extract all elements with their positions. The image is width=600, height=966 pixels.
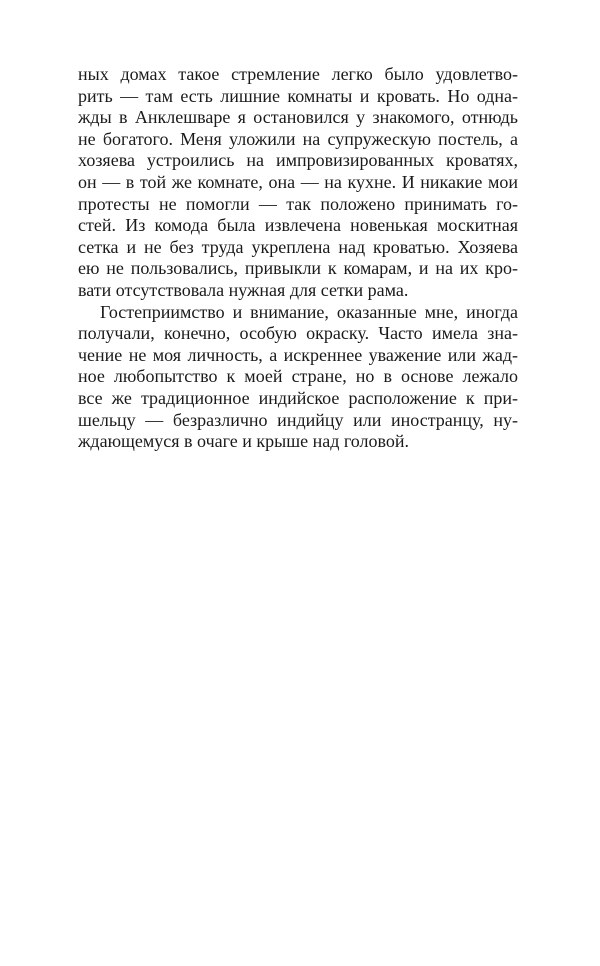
text-line: чение не моя личность, а искреннее уважение или жад- xyxy=(78,344,518,365)
text-line: вати отсутствовала нужная для сетки рама. xyxy=(78,279,409,300)
text-line: ных домах такое стремление легко было удовлетво- xyxy=(78,64,518,84)
paragraph-2 xyxy=(78,302,518,453)
text-line: стей. Из комода была извлечена новенькая москитная xyxy=(78,215,518,236)
text-line: хозяева устроились на импровизированных кроватях, xyxy=(78,150,518,171)
text-line: рить — там есть лишние комнаты и кровать. Но однa- xyxy=(78,85,518,106)
text-line: не богатого. Меня уложили на супружескую постель, а xyxy=(78,128,518,149)
text-line: он — в той же комнате, она — на кухне. И никакие мои xyxy=(78,171,518,192)
text-line: шельцу — безразлично индийцу или иностранцу, ну- xyxy=(78,409,518,430)
text-line: жды в Анклешваре я остановился у знакомого, отнюдь xyxy=(78,107,518,128)
text-line: сетка и не без труда укреплена над кроватью. Хозяева xyxy=(78,236,518,257)
text-line: протесты не помогли — так положено принимать го- xyxy=(78,193,518,214)
text-line: ждающемуся в очаге и крыше над головой. xyxy=(78,431,410,452)
text-line: все же традиционное индийское расположение к при- xyxy=(78,387,518,408)
text-line: Гостеприимство и внимание, оказанные мне, иногда xyxy=(100,301,518,322)
text-line: ею не пользовались, привыкли к комарам, и на их кро- xyxy=(78,258,518,279)
body-text xyxy=(78,64,518,453)
text-line: получали, конечно, особую окраску. Часто имела зна- xyxy=(78,323,518,344)
text-line: ное любопытство к моей стране, но в основе лежало xyxy=(78,366,518,387)
paragraph-1 xyxy=(78,64,518,302)
